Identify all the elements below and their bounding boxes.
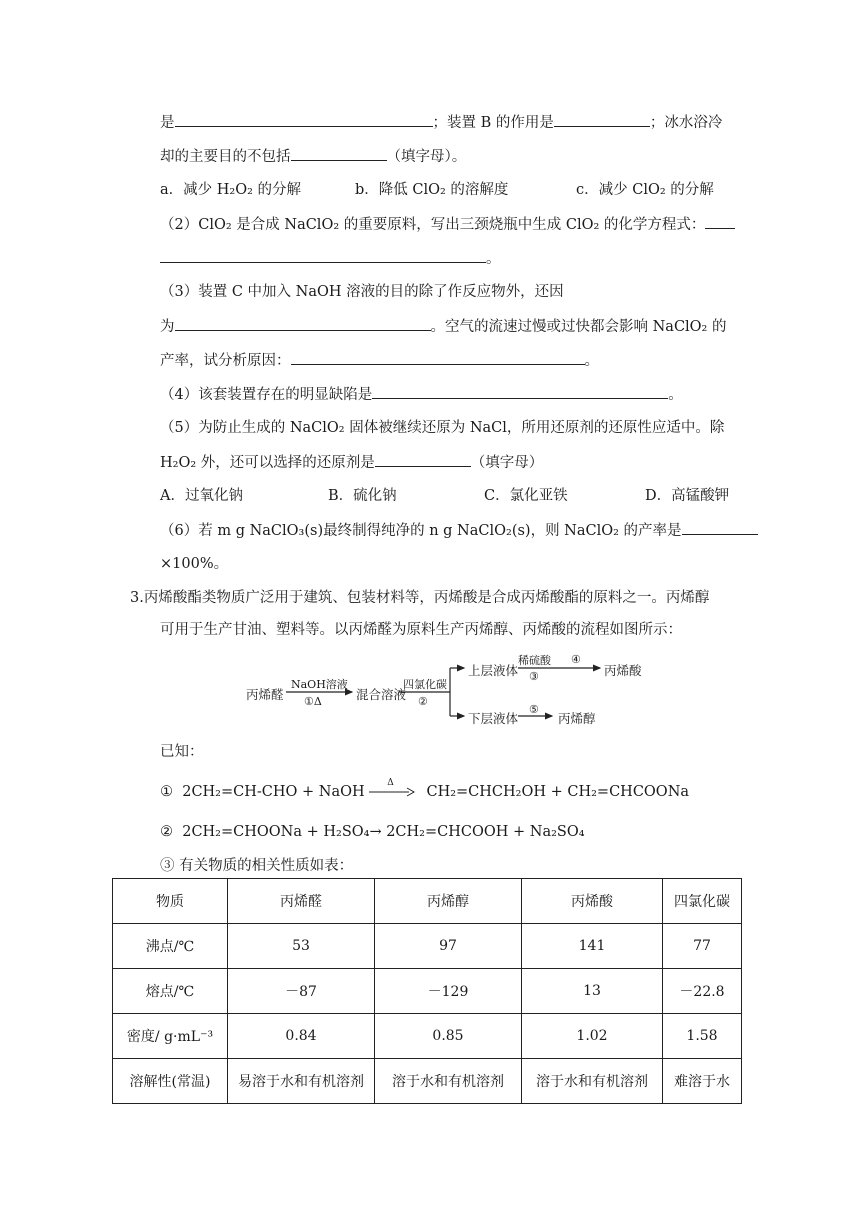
answer-blank[interactable]	[291, 146, 387, 161]
flow-reagent1: NaOH溶液	[291, 678, 348, 691]
answer-blank[interactable]	[291, 350, 585, 365]
table-cell: 溶于水和有机溶剂	[375, 1059, 522, 1104]
table-cell: 0.84	[228, 1014, 375, 1059]
option-c: c．减少 ClO₂ 的分解	[576, 182, 714, 198]
table-header	[113, 879, 742, 924]
option-D: D．高锰酸钾	[645, 488, 730, 504]
answer-blank[interactable]	[175, 316, 431, 331]
table-cell: 13	[522, 969, 663, 1014]
flow-step5: ⑤	[529, 703, 539, 716]
answer-blank[interactable]	[372, 384, 668, 399]
table-cell: 溶于水和有机溶剂	[522, 1059, 663, 1104]
table-cell: 1.02	[522, 1014, 663, 1059]
q2-part3: （3）装置 C 中加入 NaOH 溶液的目的除了作反应物外，还因	[160, 284, 564, 300]
flow-alcohol: 丙烯醇	[558, 711, 596, 726]
table-row	[113, 924, 742, 969]
table-cell: 密度/ g·mL⁻³	[113, 1014, 228, 1059]
table-cell: 53	[228, 924, 375, 969]
table-cell: 141	[522, 924, 663, 969]
flow-reagent3: 稀硫酸	[518, 654, 551, 667]
q3-intro: 3.丙烯酸酯类物质广泛用于建筑、包装材料等，丙烯酸是合成丙烯酸酯的原料之一。丙烯醇	[130, 590, 710, 606]
answer-blank[interactable]	[375, 452, 471, 467]
table-cell: 沸点/℃	[113, 924, 228, 969]
q2-part6-line2: ×100%。	[160, 556, 229, 572]
table-row	[113, 969, 742, 1014]
flow-reagent2: 四氯化碳	[403, 678, 447, 691]
flow-start: 丙烯醛	[246, 687, 284, 702]
answer-blank[interactable]	[705, 214, 735, 229]
table-cell: －87	[228, 969, 375, 1014]
answer-blank[interactable]	[175, 112, 433, 127]
table-cell: －22.8	[663, 969, 742, 1014]
q2-part3-line2: 为 。空气的流速过慢或过快都会影响 NaClO₂ 的	[160, 316, 726, 337]
answer-blank[interactable]	[160, 248, 486, 263]
q2-part5-line2: H₂O₂ 外，还可以选择的还原剂是 （填字母）	[160, 452, 543, 473]
table-cell: 丙烯醛	[228, 879, 375, 924]
table-row	[113, 1059, 742, 1104]
table-cell: 易溶于水和有机溶剂	[228, 1059, 375, 1104]
q2-part6: （6）若 m g NaClO₃(s)最终制得纯净的 n g NaClO₂(s)，则 NaClO₂ 的产率是	[160, 520, 758, 541]
option-a: a．减少 H₂O₂ 的分解	[160, 182, 302, 198]
option-B: B．硫化钠	[328, 488, 397, 504]
table-intro: ③ 有关物质的相关性质如表：	[160, 858, 354, 874]
flow-mix: 混合溶液	[356, 687, 407, 702]
table-cell: 熔点/℃	[113, 969, 228, 1014]
table-row	[113, 1014, 742, 1059]
table-cell: 丙烯酸	[522, 879, 663, 924]
table-cell: 溶解性(常温)	[113, 1059, 228, 1104]
flow-step1: ①Δ	[304, 695, 322, 708]
table-cell: 丙烯醇	[375, 879, 522, 924]
table-cell: 难溶于水	[663, 1059, 742, 1104]
q2-line2: 却的主要目的不包括 （填字母）。	[160, 146, 466, 167]
flow-step4: ④	[571, 653, 581, 666]
q2-part4: （4）该套装置存在的明显缺陷是 。	[160, 384, 683, 405]
table-cell: 77	[663, 924, 742, 969]
option-b: b．降低 ClO₂ 的溶解度	[355, 182, 509, 198]
flow-step2: ②	[418, 695, 428, 708]
flow-acid: 丙烯酸	[604, 663, 642, 678]
table-cell: 四氯化碳	[663, 879, 742, 924]
q2-part3-line3: 产率，试分析原因： 。	[160, 350, 599, 371]
answer-blank[interactable]	[554, 112, 650, 127]
flow-upper: 上层液体	[468, 663, 519, 678]
q3-intro-line2: 可用于生产甘油、塑料等。以丙烯醛为原料生产丙烯醇、丙烯酸的流程如图所示：	[160, 622, 682, 638]
flow-step3: ③	[529, 670, 539, 683]
table-cell: 1.58	[663, 1014, 742, 1059]
q2-part5: （5）为防止生成的 NaClO₂ 固体被继续还原为 NaCl，所用还原剂的还原性应适中。除	[160, 420, 725, 436]
answer-blank[interactable]	[682, 520, 758, 535]
option-A: A．过氧化钠	[160, 488, 243, 504]
known-label: 已知：	[160, 744, 204, 760]
equation-1: ① 2CH₂=CH-CHO + NaOH Δ CH₂=CHCH₂OH + CH₂=CHCOONa	[160, 778, 690, 800]
q2-line1: 是 ；装置 B 的作用是 ；冰水浴冷	[160, 112, 722, 133]
option-C: C．氯化亚铁	[484, 488, 568, 504]
equation-2: ② 2CH₂=CHOONa + H₂SO₄→ 2CH₂=CHCOOH + Na₂SO₄	[160, 824, 585, 840]
table-cell: －129	[375, 969, 522, 1014]
process-flowchart	[236, 650, 642, 730]
q2-part2: （2）ClO₂ 是合成 NaClO₂ 的重要原料，写出三颈烧瓶中生成 ClO₂ 的化学方程式：	[160, 214, 735, 235]
table-cell: 0.85	[375, 1014, 522, 1059]
heat-arrow: Δ	[369, 782, 417, 802]
q2-part2-cont: 。	[160, 248, 501, 269]
flow-lower: 下层液体	[468, 711, 519, 726]
properties-table	[112, 878, 742, 1104]
table-cell: 97	[375, 924, 522, 969]
table-cell: 物质	[113, 879, 228, 924]
